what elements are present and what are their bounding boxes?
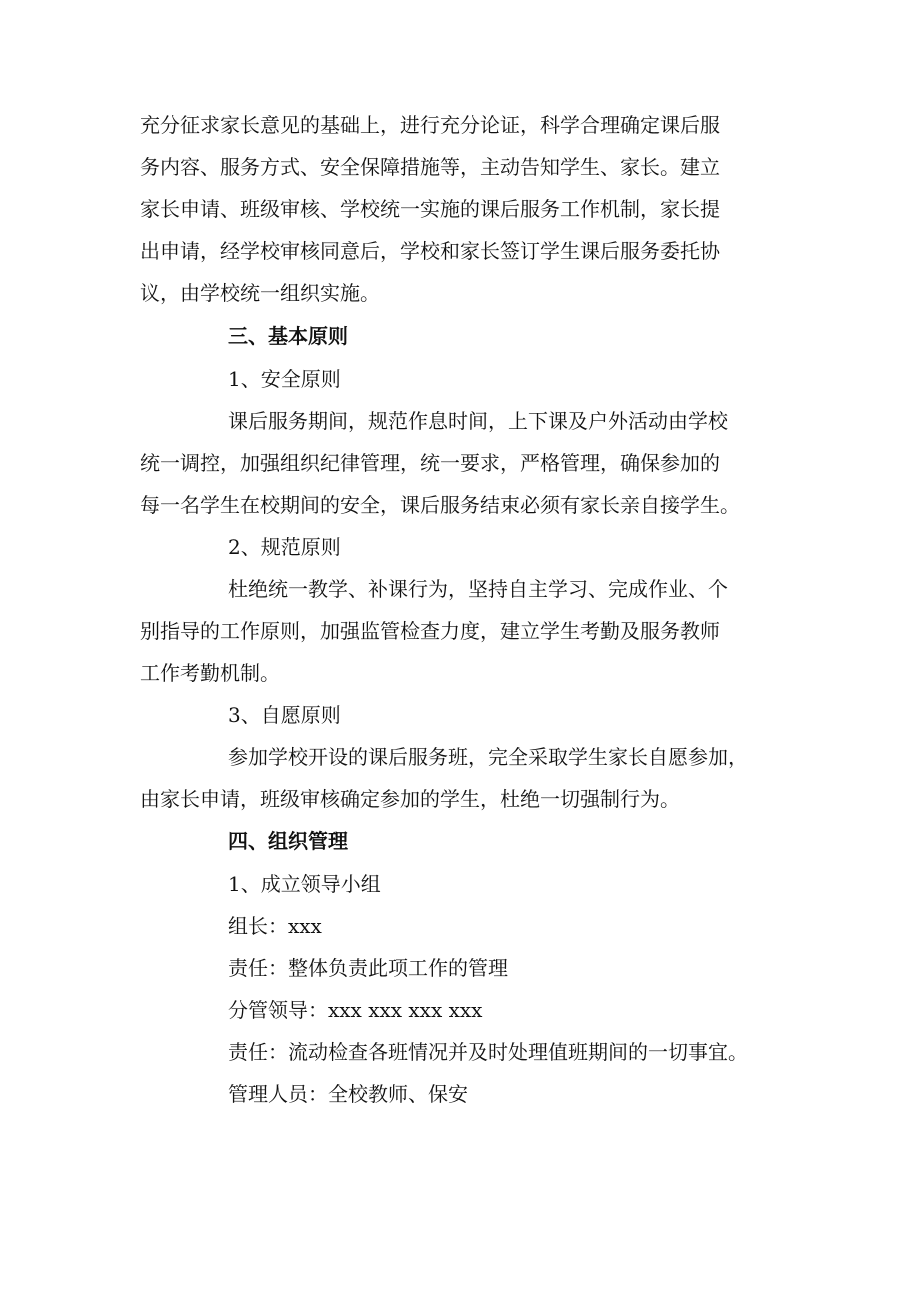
paragraph-line: 每一名学生在校期间的安全，课后服务结束必须有家长亲自接学生。 (140, 493, 740, 517)
deputy-leader-line: 分管领导：xxx xxx xxx xxx (228, 998, 483, 1022)
section-heading-organization: 四、组织管理 (228, 829, 348, 853)
leader-line: 组长：xxx (228, 914, 322, 938)
paragraph-line: 务内容、服务方式、安全保障措施等，主动告知学生、家长。建立 (140, 155, 720, 179)
responsibility-line: 责任：流动检查各班情况并及时处理值班期间的一切事宜。 (228, 1040, 748, 1064)
paragraph-line: 家长申请、班级审核、学校统一实施的课后服务工作机制，家长提 (140, 197, 720, 221)
subheading-standard-principle: 2、规范原则 (228, 535, 341, 559)
responsibility-line: 责任：整体负责此项工作的管理 (228, 956, 508, 980)
paragraph-line: 议，由学校统一组织实施。 (140, 281, 380, 305)
subheading-leadership-group: 1、成立领导小组 (228, 872, 381, 896)
paragraph-line: 统一调控，加强组织纪律管理，统一要求，严格管理，确保参加的 (140, 451, 720, 475)
staff-line: 管理人员：全校教师、保安 (228, 1082, 468, 1106)
paragraph-line: 杜绝统一教学、补课行为，坚持自主学习、完成作业、个 (228, 577, 728, 601)
paragraph-line: 课后服务期间，规范作息时间，上下课及户外活动由学校 (228, 409, 728, 433)
subheading-voluntary-principle: 3、自愿原则 (228, 703, 341, 727)
paragraph-line: 出申请，经学校审核同意后，学校和家长签订学生课后服务委托协 (140, 239, 720, 263)
paragraph-line: 工作考勤机制。 (140, 661, 280, 685)
paragraph-line: 参加学校开设的课后服务班，完全采取学生家长自愿参加， (228, 745, 748, 769)
subheading-safety-principle: 1、安全原则 (228, 367, 341, 391)
paragraph-line: 由家长申请，班级审核确定参加的学生，杜绝一切强制行为。 (140, 787, 680, 811)
section-heading-basic-principles: 三、基本原则 (228, 324, 348, 348)
paragraph-line: 别指导的工作原则，加强监管检查力度，建立学生考勤及服务教师 (140, 619, 720, 643)
paragraph-line: 充分征求家长意见的基础上，进行充分论证，科学合理确定课后服 (140, 113, 720, 137)
